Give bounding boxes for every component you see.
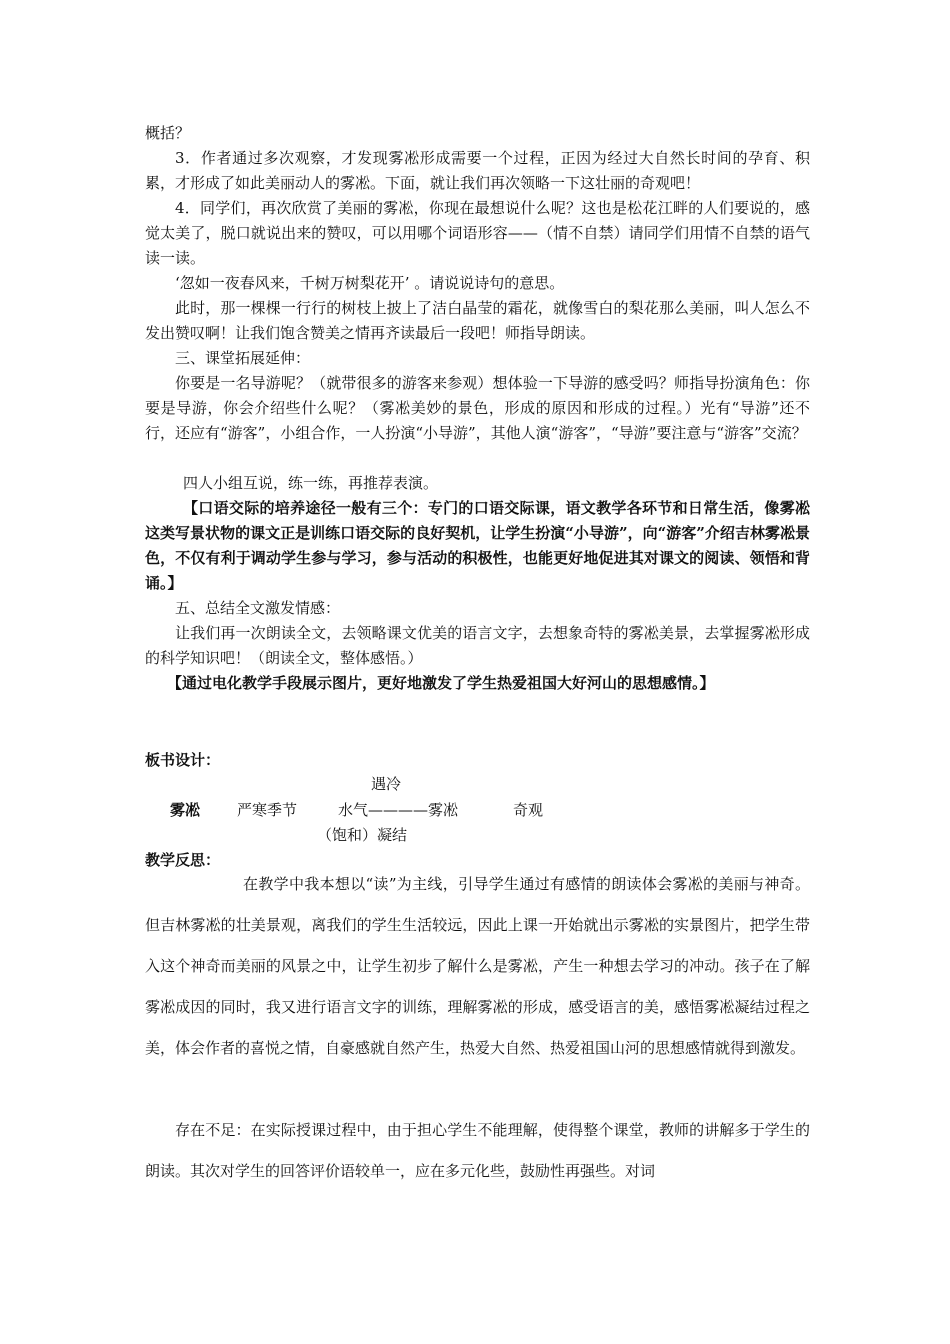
paragraph-11: 让我们再一次朗读全文，去领略课文优美的语言文字，去想象奇特的雾凇美景，去掌握雾凇形成的科学知识吧！（朗读全文，整体感悟。）	[145, 624, 810, 667]
board-flow: 水气————雾凇	[338, 801, 459, 819]
board-top-label: 遇冷	[371, 775, 402, 793]
board-season: 严寒季节	[237, 801, 298, 819]
paragraph-3: 4．同学们，再次欣赏了美丽的雾凇，你现在最想说什么呢？这也是松花江畔的人们要说的，感觉太美了，脱口就说出来的赞叹，可以用哪个词语形容——（情不自禁）请同学们用情不自禁的语气读一读。	[145, 199, 810, 267]
board-bottom-label: （饱和）凝结	[317, 826, 408, 844]
paragraph-9-note: 【口语交际的培养途径一般有三个：专门的口语交际课，语文教学各环节和日常生活，像雾凇这类写景状物的课文正是训练口语交际的良好契机，让学生扮演“小导游”，向“游客”介绍吉林雾凇景色，不仅有利于调动学生参与学习，参与活动的积极性，也能更好地促进其对课文的阅读、领悟和背诵。】	[145, 499, 810, 592]
paragraph-12-note: 【通过电化教学手段展示图片，更好地激发了学生热爱祖国大好河山的思想感情。】	[167, 674, 715, 692]
board-title: 雾凇	[170, 801, 201, 819]
reflection-paragraph-1: 在教学中我本想以“读”为主线，引导学生通过有感情的朗读体会雾凇的美丽与神奇。但吉林雾凇的壮美景观，离我们的学生生活较远，因此上课一开始就出示雾凇的实景图片，把学生带入这个神奇而美丽的风景之中，让学生初步了解什么是雾凇，产生一种想去学习的冲动。孩子在了解雾凇成因的同时，我又进行语言文字的训练，理解雾凇的形成，感受语言的美，感悟雾凇凝结过程之美，体会作者的喜悦之情，自豪感就自然产生，热爱大自然、热爱祖国山河的思想感情就得到激发。	[145, 875, 810, 1057]
paragraph-7: 你要是一名导游呢？（就带很多的游客来参观）想体验一下导游的感受吗？师指导扮演角色：你要是导游，你会介绍些什么呢？（雾凇美妙的景色，形成的原因和形成的过程。）光有“导游”还不行，还应有“游客”，小组合作，一人扮演“小导游”，其他人演“游客”，“导游”要注意与“游客”交流？	[145, 374, 810, 442]
paragraph-5: 此时，那一棵棵一行行的树枝上披上了洁白晶莹的霜花，就像雪白的梨花那么美丽，叫人怎么不发出赞叹啊！让我们饱含赞美之情再齐读最后一段吧！师指导朗读。	[145, 299, 810, 342]
reflection-paragraph-2: 存在不足：在实际授课过程中，由于担心学生不能理解，使得整个课堂，教师的讲解多于学生的朗读。其次对学生的回答评价语较单一，应在多元化些，鼓励性再强些。对词	[145, 1121, 810, 1180]
section-heading-3: 三、课堂拓展延伸：	[175, 349, 311, 367]
board-result: 奇观	[513, 801, 544, 819]
board-heading: 板书设计：	[145, 751, 221, 769]
paragraph-1: 概括？	[145, 124, 191, 142]
paragraph-2: 3．作者通过多次观察，才发现雾凇形成需要一个过程，正因为经过大自然长时间的孕育、积累，才形成了如此美丽动人的雾凇。下面，就让我们再次领略一下这壮丽的奇观吧！	[145, 149, 810, 192]
paragraph-8: 四人小组互说，练一练，再推荐表演。	[183, 474, 439, 492]
reflection-heading: 教学反思：	[145, 851, 221, 869]
paragraph-4-poem: ‘忽如一夜春风来，千树万树梨花开’ 。请说说诗句的意思。	[175, 274, 565, 292]
section-heading-5: 五、总结全文激发情感：	[175, 599, 341, 617]
